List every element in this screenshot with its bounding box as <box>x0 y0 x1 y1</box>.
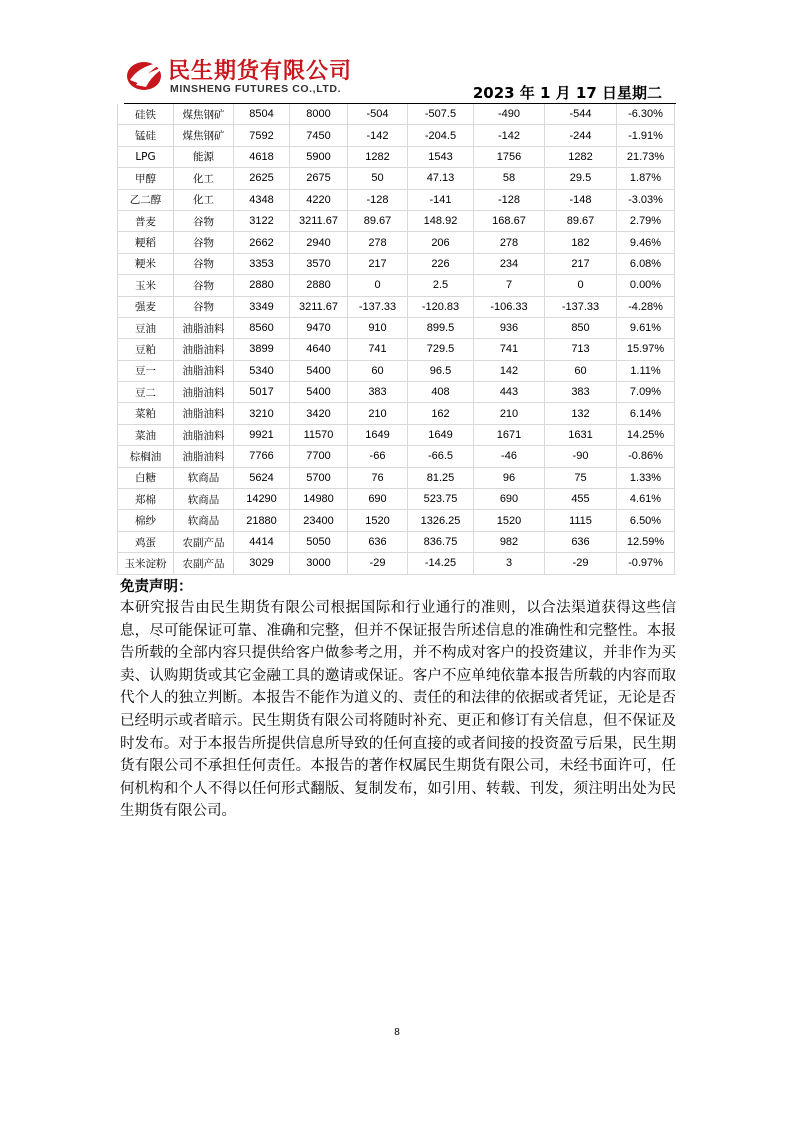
table-row <box>118 467 675 488</box>
table-row <box>118 189 675 210</box>
value-cell: 217 <box>545 253 617 274</box>
value-cell: 383 <box>348 382 408 403</box>
table-row <box>118 232 675 253</box>
value-cell: -46 <box>474 446 545 467</box>
value-cell: 21.73% <box>617 146 675 167</box>
value-cell: 5400 <box>290 360 348 381</box>
value-cell: -137.33 <box>348 296 408 317</box>
value-cell: 5700 <box>290 467 348 488</box>
value-cell: 3570 <box>290 253 348 274</box>
value-cell: 690 <box>474 489 545 510</box>
commodity-cell: 鸡蛋 <box>118 531 174 552</box>
commodity-cell: 甲醇 <box>118 168 174 189</box>
value-cell: 3029 <box>234 553 290 574</box>
value-cell: -66 <box>348 446 408 467</box>
value-cell: -120.83 <box>408 296 474 317</box>
table-row <box>118 104 675 125</box>
value-cell: -4.28% <box>617 296 675 317</box>
value-cell: 81.25 <box>408 467 474 488</box>
value-cell: 1520 <box>348 510 408 531</box>
value-cell: 89.67 <box>545 210 617 231</box>
table-row <box>118 446 675 467</box>
value-cell: -507.5 <box>408 104 474 125</box>
value-cell: 142 <box>474 360 545 381</box>
value-cell: -244 <box>545 125 617 146</box>
sector-cell: 软商品 <box>174 510 234 531</box>
table-row <box>118 210 675 231</box>
value-cell: 7700 <box>290 446 348 467</box>
value-cell: 443 <box>474 382 545 403</box>
table-row <box>118 253 675 274</box>
value-cell: 76 <box>348 467 408 488</box>
value-cell: 1.87% <box>617 168 675 189</box>
value-cell: 1.33% <box>617 467 675 488</box>
value-cell: 1543 <box>408 146 474 167</box>
commodity-cell: 硅铁 <box>118 104 174 125</box>
value-cell: 6.14% <box>617 403 675 424</box>
value-cell: 0.00% <box>617 275 675 296</box>
value-cell: 8000 <box>290 104 348 125</box>
value-cell: 2880 <box>234 275 290 296</box>
table-row <box>118 125 675 146</box>
table-row <box>118 360 675 381</box>
value-cell: 210 <box>348 403 408 424</box>
value-cell: 408 <box>408 382 474 403</box>
value-cell: 5400 <box>290 382 348 403</box>
commodity-cell: 菜油 <box>118 424 174 445</box>
table-row <box>118 382 675 403</box>
value-cell: 690 <box>348 489 408 510</box>
value-cell: -6.30% <box>617 104 675 125</box>
value-cell: 1671 <box>474 424 545 445</box>
value-cell: 168.67 <box>474 210 545 231</box>
value-cell: 132 <box>545 403 617 424</box>
table-row <box>118 489 675 510</box>
value-cell: 4.61% <box>617 489 675 510</box>
value-cell: 982 <box>474 531 545 552</box>
commodity-cell: 菜粕 <box>118 403 174 424</box>
commodity-cell: 豆一 <box>118 360 174 381</box>
value-cell: 60 <box>348 360 408 381</box>
futures-basis-table <box>117 104 675 575</box>
commodity-cell: 棕榈油 <box>118 446 174 467</box>
minsheng-logo-icon <box>126 58 166 92</box>
value-cell: -142 <box>474 125 545 146</box>
value-cell: 7766 <box>234 446 290 467</box>
value-cell: 8560 <box>234 317 290 338</box>
value-cell: 0 <box>348 275 408 296</box>
company-logo <box>124 52 364 100</box>
value-cell: 741 <box>474 339 545 360</box>
value-cell: 1631 <box>545 424 617 445</box>
value-cell: 1115 <box>545 510 617 531</box>
commodity-cell: 豆二 <box>118 382 174 403</box>
value-cell: -141 <box>408 189 474 210</box>
commodity-cell: 锰硅 <box>118 125 174 146</box>
value-cell: 12.59% <box>617 531 675 552</box>
value-cell: 5050 <box>290 531 348 552</box>
sector-cell: 油脂油料 <box>174 424 234 445</box>
value-cell: 7 <box>474 275 545 296</box>
value-cell: 936 <box>474 317 545 338</box>
table-row <box>118 275 675 296</box>
value-cell: -0.86% <box>617 446 675 467</box>
sector-cell: 油脂油料 <box>174 446 234 467</box>
value-cell: 2675 <box>290 168 348 189</box>
value-cell: 206 <box>408 232 474 253</box>
value-cell: -1.91% <box>617 125 675 146</box>
value-cell: 217 <box>348 253 408 274</box>
logo-chinese-name: 民生期货有限公司 <box>168 59 353 84</box>
value-cell: 9470 <box>290 317 348 338</box>
value-cell: 3211.67 <box>290 296 348 317</box>
value-cell: 455 <box>545 489 617 510</box>
commodity-cell: 豆油 <box>118 317 174 338</box>
commodity-cell: 玉米 <box>118 275 174 296</box>
value-cell: 741 <box>348 339 408 360</box>
value-cell: 278 <box>348 232 408 253</box>
table-body <box>118 104 675 574</box>
value-cell: 60 <box>545 360 617 381</box>
value-cell: 14.25% <box>617 424 675 445</box>
value-cell: 3349 <box>234 296 290 317</box>
table-row <box>118 424 675 445</box>
value-cell: 234 <box>474 253 545 274</box>
disclaimer-body: 本研究报告由民生期货有限公司根据国际和行业通行的准则，以合法渠道获得这些信息，尽可能保证可靠、准确和完整，但并不保证报告所述信息的准确性和完整性。本报告所载的全部内容只提供给客户做参考之用，并不构成对客户的投资建议，并非作为买卖、认购期货或其它金融工具的邀请或保证。客户不应单纯依靠本报告所载的内容而取代个人的独立判断。本报告不能作为道义的、责任的和法律的依据或者凭证，无论是否已经明示或者暗示。民生期货有限公司将随时补充、更正和修订有关信息，但不保证及时发布。对于本报告所提供信息所导致的任何直接的或者间接的投资盈亏后果，民生期货有限公司不承担任何责任。本报告的著作权属民生期货有限公司，未经书面许可，任何机构和个人不得以任何形式翻版、复制发布，如引用、转载、刊发，须注明出处为民生期货有限公司。 <box>120 600 676 820</box>
value-cell: 6.08% <box>617 253 675 274</box>
sector-cell: 谷物 <box>174 275 234 296</box>
value-cell: 96.5 <box>408 360 474 381</box>
value-cell: 148.92 <box>408 210 474 231</box>
value-cell: 899.5 <box>408 317 474 338</box>
report-date: 2023 年 1 月 17 日星期二 <box>472 84 662 102</box>
value-cell: -29 <box>545 553 617 574</box>
value-cell: 96 <box>474 467 545 488</box>
value-cell: -490 <box>474 104 545 125</box>
commodity-cell: 郑棉 <box>118 489 174 510</box>
value-cell: 836.75 <box>408 531 474 552</box>
value-cell: -90 <box>545 446 617 467</box>
table-row <box>118 317 675 338</box>
value-cell: -106.33 <box>474 296 545 317</box>
value-cell: 2.79% <box>617 210 675 231</box>
sector-cell: 农副产品 <box>174 553 234 574</box>
value-cell: 1282 <box>545 146 617 167</box>
value-cell: 713 <box>545 339 617 360</box>
sector-cell: 化工 <box>174 189 234 210</box>
value-cell: 2880 <box>290 275 348 296</box>
table-row <box>118 146 675 167</box>
disclaimer-title: 免责声明： <box>120 579 193 595</box>
value-cell: -128 <box>474 189 545 210</box>
value-cell: 4220 <box>290 189 348 210</box>
value-cell: 3210 <box>234 403 290 424</box>
value-cell: 4618 <box>234 146 290 167</box>
value-cell: -29 <box>348 553 408 574</box>
value-cell: 7.09% <box>617 382 675 403</box>
value-cell: 162 <box>408 403 474 424</box>
value-cell: 850 <box>545 317 617 338</box>
value-cell: 9921 <box>234 424 290 445</box>
value-cell: 1649 <box>348 424 408 445</box>
commodity-cell: 豆粕 <box>118 339 174 360</box>
value-cell: 636 <box>545 531 617 552</box>
value-cell: 2662 <box>234 232 290 253</box>
value-cell: -14.25 <box>408 553 474 574</box>
value-cell: 5624 <box>234 467 290 488</box>
sector-cell: 煤焦钢矿 <box>174 125 234 146</box>
disclaimer-section <box>120 577 676 823</box>
value-cell: 7450 <box>290 125 348 146</box>
value-cell: -0.97% <box>617 553 675 574</box>
table-row <box>118 510 675 531</box>
table-row <box>118 531 675 552</box>
value-cell: 2625 <box>234 168 290 189</box>
value-cell: 5340 <box>234 360 290 381</box>
value-cell: 278 <box>474 232 545 253</box>
sector-cell: 能源 <box>174 146 234 167</box>
sector-cell: 软商品 <box>174 489 234 510</box>
value-cell: 1756 <box>474 146 545 167</box>
value-cell: -3.03% <box>617 189 675 210</box>
value-cell: -66.5 <box>408 446 474 467</box>
value-cell: 4640 <box>290 339 348 360</box>
value-cell: 636 <box>348 531 408 552</box>
value-cell: 1.11% <box>617 360 675 381</box>
value-cell: 14290 <box>234 489 290 510</box>
value-cell: 7592 <box>234 125 290 146</box>
value-cell: -204.5 <box>408 125 474 146</box>
value-cell: 3420 <box>290 403 348 424</box>
value-cell: 210 <box>474 403 545 424</box>
value-cell: 8504 <box>234 104 290 125</box>
value-cell: 21880 <box>234 510 290 531</box>
sector-cell: 化工 <box>174 168 234 189</box>
value-cell: 2.5 <box>408 275 474 296</box>
value-cell: 3211.67 <box>290 210 348 231</box>
value-cell: -148 <box>545 189 617 210</box>
value-cell: 1326.25 <box>408 510 474 531</box>
sector-cell: 油脂油料 <box>174 403 234 424</box>
logo-english-name: MINSHENG FUTURES CO.,LTD. <box>170 83 342 95</box>
value-cell: 58 <box>474 168 545 189</box>
value-cell: 0 <box>545 275 617 296</box>
sector-cell: 农副产品 <box>174 531 234 552</box>
value-cell: 9.61% <box>617 317 675 338</box>
value-cell: 729.5 <box>408 339 474 360</box>
commodity-cell: LPG <box>118 146 174 167</box>
value-cell: 14980 <box>290 489 348 510</box>
value-cell: 3899 <box>234 339 290 360</box>
sector-cell: 谷物 <box>174 210 234 231</box>
value-cell: 226 <box>408 253 474 274</box>
value-cell: 3 <box>474 553 545 574</box>
value-cell: -128 <box>348 189 408 210</box>
sector-cell: 油脂油料 <box>174 360 234 381</box>
value-cell: 15.97% <box>617 339 675 360</box>
sector-cell: 谷物 <box>174 232 234 253</box>
value-cell: -142 <box>348 125 408 146</box>
value-cell: 1649 <box>408 424 474 445</box>
value-cell: 5900 <box>290 146 348 167</box>
value-cell: 1282 <box>348 146 408 167</box>
sector-cell: 谷物 <box>174 253 234 274</box>
page-number: 8 <box>394 1027 400 1038</box>
value-cell: 9.46% <box>617 232 675 253</box>
value-cell: 89.67 <box>348 210 408 231</box>
value-cell: 47.13 <box>408 168 474 189</box>
table-row <box>118 296 675 317</box>
value-cell: -544 <box>545 104 617 125</box>
value-cell: 5017 <box>234 382 290 403</box>
value-cell: 3122 <box>234 210 290 231</box>
commodity-cell: 强麦 <box>118 296 174 317</box>
value-cell: 75 <box>545 467 617 488</box>
commodity-cell: 白糖 <box>118 467 174 488</box>
commodity-cell: 乙二醇 <box>118 189 174 210</box>
value-cell: 29.5 <box>545 168 617 189</box>
value-cell: 523.75 <box>408 489 474 510</box>
table-row <box>118 339 675 360</box>
table-row <box>118 168 675 189</box>
table-row <box>118 403 675 424</box>
commodity-cell: 普麦 <box>118 210 174 231</box>
sector-cell: 油脂油料 <box>174 339 234 360</box>
value-cell: 383 <box>545 382 617 403</box>
sector-cell: 油脂油料 <box>174 382 234 403</box>
value-cell: 11570 <box>290 424 348 445</box>
commodity-cell: 粳稻 <box>118 232 174 253</box>
page-header <box>124 52 676 102</box>
value-cell: -504 <box>348 104 408 125</box>
commodity-cell: 粳米 <box>118 253 174 274</box>
commodity-cell: 棉纱 <box>118 510 174 531</box>
value-cell: 4348 <box>234 189 290 210</box>
value-cell: 4414 <box>234 531 290 552</box>
value-cell: 23400 <box>290 510 348 531</box>
sector-cell: 软商品 <box>174 467 234 488</box>
value-cell: -137.33 <box>545 296 617 317</box>
value-cell: 3353 <box>234 253 290 274</box>
table-row <box>118 553 675 574</box>
sector-cell: 油脂油料 <box>174 317 234 338</box>
value-cell: 6.50% <box>617 510 675 531</box>
sector-cell: 谷物 <box>174 296 234 317</box>
value-cell: 2940 <box>290 232 348 253</box>
value-cell: 50 <box>348 168 408 189</box>
sector-cell: 煤焦钢矿 <box>174 104 234 125</box>
value-cell: 1520 <box>474 510 545 531</box>
commodity-cell: 玉米淀粉 <box>118 553 174 574</box>
value-cell: 910 <box>348 317 408 338</box>
value-cell: 182 <box>545 232 617 253</box>
value-cell: 3000 <box>290 553 348 574</box>
